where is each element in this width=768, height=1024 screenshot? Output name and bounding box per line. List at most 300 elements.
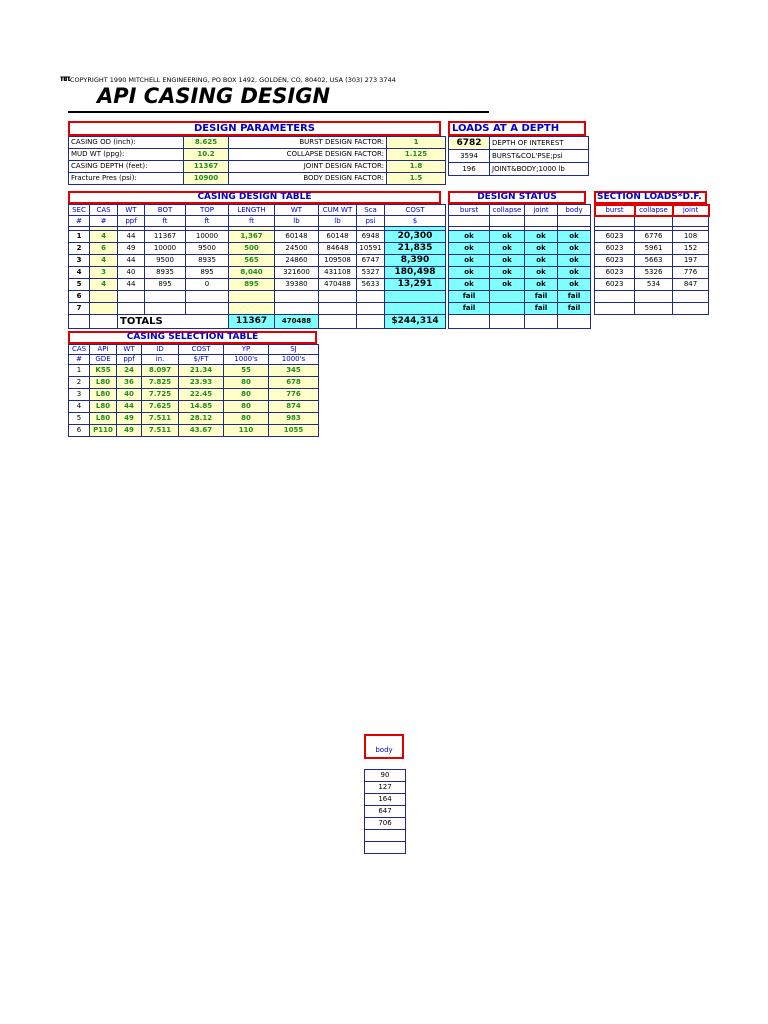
totals-cost: $244,314	[385, 315, 446, 329]
design-status-blank-row	[449, 216, 591, 227]
column-header: body	[558, 205, 591, 216]
factor-label: COLLAPSE DESIGN FACTOR:	[229, 149, 387, 161]
selection-input[interactable]: 110	[224, 425, 269, 437]
casing-selection-row	[69, 365, 319, 377]
column-header: YP	[224, 345, 269, 355]
casing-design-row	[69, 291, 446, 303]
column-header: CAS	[90, 205, 118, 216]
section-load-cell: 6023	[595, 243, 635, 255]
design-params-header	[68, 121, 441, 136]
loads-value: 196	[449, 163, 490, 176]
casing-number-input[interactable]	[90, 303, 118, 315]
casing-design-cell: 21,835	[385, 243, 446, 255]
casing-design-cell: 6747	[357, 255, 385, 267]
casing-design-cell: 44	[118, 231, 145, 243]
selection-input[interactable]: 40	[117, 389, 142, 401]
body-cell	[365, 842, 406, 854]
section-load-cell: 776	[673, 267, 709, 279]
design-param-row	[69, 173, 446, 185]
selection-input[interactable]: 983	[269, 413, 319, 425]
selection-input[interactable]: 80	[224, 413, 269, 425]
selection-index: 5	[69, 413, 90, 425]
casing-design-cell	[145, 291, 186, 303]
casing-selection-row	[69, 425, 319, 437]
casing-design-table	[68, 204, 446, 329]
casing-design-cell: 8,040	[229, 267, 275, 279]
selection-input[interactable]: 21.34	[179, 365, 224, 377]
body-row	[365, 830, 406, 842]
section-load-cell	[635, 291, 673, 303]
page-title: API CASING DESIGN	[97, 84, 331, 108]
factor-value[interactable]: 1	[387, 137, 446, 149]
casing-design-cell: 1	[69, 231, 90, 243]
column-header: WT	[118, 205, 145, 216]
column-unit: #	[90, 216, 118, 227]
column-header: SEC	[69, 205, 90, 216]
casing-design-header-row	[69, 205, 446, 216]
casing-design-cell: 10591	[357, 243, 385, 255]
body-cell: 127	[365, 782, 406, 794]
status-cell: ok	[525, 231, 558, 243]
selection-input[interactable]: 80	[224, 401, 269, 413]
column-unit: 1000's	[224, 355, 269, 365]
selection-input[interactable]: 22.45	[179, 389, 224, 401]
design-status-row	[449, 255, 591, 267]
design-status-row	[449, 231, 591, 243]
status-cell: ok	[490, 231, 525, 243]
factor-label: BURST DESIGN FACTOR:	[229, 137, 387, 149]
casing-design-row	[69, 303, 446, 315]
column-unit: ppf	[118, 216, 145, 227]
casing-number-input[interactable]	[90, 291, 118, 303]
casing-design-cell: 431108	[319, 267, 357, 279]
selection-index: 1	[69, 365, 90, 377]
blank-cell	[635, 216, 673, 227]
column-unit: GDE	[90, 355, 117, 365]
casing-selection-unit-row	[69, 355, 319, 365]
casing-design-cell: 9500	[186, 243, 229, 255]
design-status-row	[449, 267, 591, 279]
status-cell: ok	[558, 279, 591, 291]
casing-design-cell: 39380	[275, 279, 319, 291]
casing-design-cell	[118, 291, 145, 303]
status-cell: ok	[558, 267, 591, 279]
blank-cell	[595, 216, 635, 227]
blank-cell	[673, 216, 709, 227]
design-status-header-row	[449, 205, 591, 216]
selection-input[interactable]: 7.825	[142, 377, 179, 389]
selection-input[interactable]: 7.625	[142, 401, 179, 413]
column-unit: ft	[229, 216, 275, 227]
casing-design-cell: 1,367	[229, 231, 275, 243]
body-row	[365, 770, 406, 782]
blank-cell	[525, 216, 558, 227]
body-cell	[365, 830, 406, 842]
design-status-row	[449, 279, 591, 291]
selection-input[interactable]: 23.93	[179, 377, 224, 389]
status-cell: fail	[558, 291, 591, 303]
loads-table	[448, 136, 589, 176]
design-param-row	[69, 161, 446, 173]
casing-selection-table	[68, 344, 319, 437]
casing-design-row	[69, 231, 446, 243]
casing-design-cell	[357, 303, 385, 315]
selection-input[interactable]: 24	[117, 365, 142, 377]
casing-design-cell: 3	[69, 255, 90, 267]
design-params-title: DESIGN PARAMETERS	[193, 123, 316, 134]
design-param-row	[69, 137, 446, 149]
column-unit: $/FT	[179, 355, 224, 365]
casing-selection-header-row	[69, 345, 319, 355]
casing-design-cell: 5	[69, 279, 90, 291]
selection-input[interactable]: 345	[269, 365, 319, 377]
casing-design-cell: 40	[118, 267, 145, 279]
casing-design-header	[68, 191, 441, 204]
selection-input[interactable]: 776	[269, 389, 319, 401]
casing-design-cell: 9500	[145, 255, 186, 267]
design-param-row	[69, 149, 446, 161]
selection-input[interactable]: 36	[117, 377, 142, 389]
param-value[interactable]: 10900	[184, 173, 229, 185]
casing-design-cell: 44	[118, 279, 145, 291]
section-load-cell: 108	[673, 231, 709, 243]
section-loads-row	[595, 303, 709, 315]
status-cell	[490, 291, 525, 303]
column-header: BOT	[145, 205, 186, 216]
factor-value[interactable]: 1.125	[387, 149, 446, 161]
section-loads-title: SECTION LOADS*D.F.	[597, 192, 702, 202]
selection-input[interactable]: 14.85	[179, 401, 224, 413]
column-header: TOP	[186, 205, 229, 216]
blank-cell	[449, 315, 490, 329]
body-cell: 90	[365, 770, 406, 782]
status-cell: ok	[525, 243, 558, 255]
totals-spacer	[69, 315, 90, 329]
selection-input[interactable]: L80	[90, 389, 117, 401]
casing-design-cell: 11367	[145, 231, 186, 243]
casing-design-row	[69, 267, 446, 279]
selection-input[interactable]: L80	[90, 377, 117, 389]
casing-design-cell: 24860	[275, 255, 319, 267]
body-cell: 647	[365, 806, 406, 818]
section-load-cell: 6023	[595, 279, 635, 291]
column-header: LENGTH	[229, 205, 275, 216]
casing-design-cell: 6	[69, 291, 90, 303]
param-label: MUD WT (ppg):	[69, 149, 184, 161]
body-row	[365, 842, 406, 854]
body-row	[365, 806, 406, 818]
section-load-cell	[595, 291, 635, 303]
selection-input[interactable]: K55	[90, 365, 117, 377]
casing-design-cell: 6948	[357, 231, 385, 243]
status-cell: ok	[525, 255, 558, 267]
loads-value: 3594	[449, 150, 490, 163]
section-load-cell: 5961	[635, 243, 673, 255]
factor-value[interactable]: 1.8	[387, 161, 446, 173]
casing-design-cell: 49	[118, 243, 145, 255]
casing-design-cell: 8935	[186, 255, 229, 267]
section-loads-row	[595, 291, 709, 303]
param-label: CASING DEPTH (feet):	[69, 161, 184, 173]
column-header: SJ	[269, 345, 319, 355]
casing-design-cell: 24500	[275, 243, 319, 255]
selection-index: 4	[69, 401, 90, 413]
column-header: joint	[525, 205, 558, 216]
loads-label: JOINT&BODY;1000 lb	[490, 163, 589, 176]
design-params-table	[68, 136, 446, 185]
body-column-table	[364, 769, 406, 854]
design-status-table	[448, 204, 591, 329]
casing-design-cell: 20,300	[385, 231, 446, 243]
section-load-cell: 197	[673, 255, 709, 267]
casing-design-cell	[357, 291, 385, 303]
selection-input[interactable]: P110	[90, 425, 117, 437]
casing-design-row	[69, 255, 446, 267]
selection-input[interactable]: 678	[269, 377, 319, 389]
casing-design-cell	[186, 291, 229, 303]
param-value[interactable]: 8.625	[184, 137, 229, 149]
casing-design-cell: 60148	[319, 231, 357, 243]
section-load-cell: 5663	[635, 255, 673, 267]
selection-input[interactable]: 44	[117, 401, 142, 413]
design-status-row	[449, 291, 591, 303]
param-value[interactable]: 10.2	[184, 149, 229, 161]
column-unit: #	[69, 216, 90, 227]
selection-input[interactable]: 49	[117, 413, 142, 425]
casing-design-cell: 7	[69, 303, 90, 315]
column-unit: psi	[357, 216, 385, 227]
column-header: burst	[595, 205, 635, 216]
casing-design-cell	[229, 291, 275, 303]
selection-input[interactable]: 8.097	[142, 365, 179, 377]
casing-design-cell: 2	[69, 243, 90, 255]
casing-design-cell: 470488	[319, 279, 357, 291]
blank-cell	[490, 315, 525, 329]
status-cell: ok	[558, 255, 591, 267]
casing-selection-row	[69, 377, 319, 389]
casing-design-cell	[275, 303, 319, 315]
factor-value[interactable]: 1.5	[387, 173, 446, 185]
blank-cell	[525, 315, 558, 329]
casing-number-input[interactable]: 6	[90, 243, 118, 255]
design-status-row	[449, 303, 591, 315]
column-header: CUM WT	[319, 205, 357, 216]
selection-input[interactable]: 80	[224, 389, 269, 401]
logo: ππ	[60, 74, 69, 83]
status-cell: fail	[525, 291, 558, 303]
casing-number-input[interactable]: 4	[90, 279, 118, 291]
casing-design-cell	[385, 303, 446, 315]
casing-design-cell: 895	[186, 267, 229, 279]
section-loads-blank-row	[595, 216, 709, 227]
selection-input[interactable]: 55	[224, 365, 269, 377]
selection-input[interactable]: 28.12	[179, 413, 224, 425]
section-load-cell: 5326	[635, 267, 673, 279]
section-loads-row	[595, 267, 709, 279]
body-column-header	[364, 734, 404, 759]
section-load-cell: 152	[673, 243, 709, 255]
selection-index: 3	[69, 389, 90, 401]
casing-design-cell: 5633	[357, 279, 385, 291]
column-header: collapse	[635, 205, 673, 216]
section-load-cell: 6776	[635, 231, 673, 243]
selection-input[interactable]: 7.511	[142, 413, 179, 425]
loads-title: LOADS AT A DEPTH	[452, 123, 560, 134]
casing-design-cell	[319, 303, 357, 315]
casing-number-input[interactable]: 4	[90, 255, 118, 267]
blank-cell	[449, 216, 490, 227]
casing-design-cell	[118, 303, 145, 315]
selection-index: 6	[69, 425, 90, 437]
selection-input[interactable]: 874	[269, 401, 319, 413]
casing-selection-header	[68, 331, 317, 344]
design-status-row	[449, 243, 591, 255]
section-load-cell	[635, 303, 673, 315]
column-header: collapse	[490, 205, 525, 216]
casing-design-cell: 565	[229, 255, 275, 267]
column-header: WT	[117, 345, 142, 355]
status-cell: fail	[525, 303, 558, 315]
selection-input[interactable]: 7.511	[142, 425, 179, 437]
body-row	[365, 818, 406, 830]
section-load-cell	[673, 291, 709, 303]
selection-input[interactable]: 43.67	[179, 425, 224, 437]
section-load-cell: 847	[673, 279, 709, 291]
casing-design-cell: 44	[118, 255, 145, 267]
casing-number-input[interactable]: 3	[90, 267, 118, 279]
casing-design-cell	[275, 291, 319, 303]
body-cell: 706	[365, 818, 406, 830]
blank-cell	[490, 216, 525, 227]
status-cell: ok	[490, 267, 525, 279]
section-load-cell: 6023	[595, 267, 635, 279]
column-header: CAS	[69, 345, 90, 355]
section-loads-row	[595, 231, 709, 243]
casing-design-cell: 10000	[186, 231, 229, 243]
casing-design-cell: 8935	[145, 267, 186, 279]
status-cell: ok	[449, 243, 490, 255]
section-loads-row	[595, 243, 709, 255]
blank-cell	[558, 315, 591, 329]
totals-spacer	[319, 315, 357, 329]
casing-design-cell: 8,390	[385, 255, 446, 267]
section-load-cell	[595, 303, 635, 315]
design-status-header	[448, 191, 586, 204]
casing-selection-row	[69, 401, 319, 413]
section-loads-row	[595, 279, 709, 291]
column-unit: 1000's	[269, 355, 319, 365]
selection-input[interactable]: 1055	[269, 425, 319, 437]
totals-weight: 470488	[275, 315, 319, 329]
casing-design-cell: 84648	[319, 243, 357, 255]
casing-selection-row	[69, 389, 319, 401]
casing-design-cell	[145, 303, 186, 315]
selection-input[interactable]: 7.725	[142, 389, 179, 401]
casing-design-cell: 109508	[319, 255, 357, 267]
section-load-cell	[673, 303, 709, 315]
param-value[interactable]: 11367	[184, 161, 229, 173]
loads-row	[449, 163, 589, 176]
status-cell: fail	[558, 303, 591, 315]
factor-label: BODY DESIGN FACTOR:	[229, 173, 387, 185]
status-cell: ok	[558, 243, 591, 255]
column-header: joint	[673, 205, 709, 216]
title-underline	[68, 111, 489, 113]
selection-input[interactable]: 49	[117, 425, 142, 437]
casing-selection-row	[69, 413, 319, 425]
section-load-cell: 534	[635, 279, 673, 291]
casing-design-title: CASING DESIGN TABLE	[197, 192, 312, 202]
column-unit: in.	[142, 355, 179, 365]
casing-design-cell	[319, 291, 357, 303]
blank-cell	[558, 216, 591, 227]
loads-row	[449, 137, 589, 150]
loads-value[interactable]: 6782	[449, 137, 490, 150]
casing-design-cell: 180,498	[385, 267, 446, 279]
casing-design-unit-row	[69, 216, 446, 227]
totals-spacer	[90, 315, 118, 329]
loads-row	[449, 150, 589, 163]
casing-design-cell: 895	[145, 279, 186, 291]
column-header: COST	[385, 205, 446, 216]
status-cell: ok	[449, 231, 490, 243]
section-loads-header-row	[595, 205, 709, 216]
section-loads-row	[595, 255, 709, 267]
design-status-title: DESIGN STATUS	[477, 192, 557, 202]
column-header: ID	[142, 345, 179, 355]
column-unit: lb	[275, 216, 319, 227]
param-label: Fracture Pres (psi):	[69, 173, 184, 185]
section-loads-header	[594, 191, 707, 204]
selection-input[interactable]: L80	[90, 413, 117, 425]
design-status-footer-row	[449, 315, 591, 329]
totals-spacer	[357, 315, 385, 329]
column-unit: lb	[319, 216, 357, 227]
column-unit: $	[385, 216, 446, 227]
casing-design-cell: 4	[69, 267, 90, 279]
casing-design-cell	[186, 303, 229, 315]
casing-design-cell: 895	[229, 279, 275, 291]
status-cell: fail	[449, 303, 490, 315]
column-header: COST	[179, 345, 224, 355]
casing-design-row	[69, 243, 446, 255]
casing-design-cell	[229, 303, 275, 315]
casing-number-input[interactable]: 4	[90, 231, 118, 243]
status-cell: ok	[525, 267, 558, 279]
column-header: Sca	[357, 205, 385, 216]
section-loads-table	[594, 204, 709, 315]
casing-design-cell: 0	[186, 279, 229, 291]
status-cell: ok	[490, 243, 525, 255]
column-header: API	[90, 345, 117, 355]
loads-label: DEPTH OF INTEREST	[490, 137, 589, 150]
body-row	[365, 794, 406, 806]
casing-design-cell: 500	[229, 243, 275, 255]
status-cell: ok	[558, 231, 591, 243]
body-cell: 164	[365, 794, 406, 806]
column-header: burst	[449, 205, 490, 216]
status-cell: ok	[449, 267, 490, 279]
copyright-text: COPYRIGHT 1990 MITCHELL ENGINEERING, PO BOX 1492, GOLDEN, CO, 80402, USA (303) 273 3744	[70, 76, 396, 84]
selection-input[interactable]: 80	[224, 377, 269, 389]
factor-label: JOINT DESIGN FACTOR:	[229, 161, 387, 173]
loads-label: BURST&COL'PSE;psi	[490, 150, 589, 163]
status-cell: ok	[490, 255, 525, 267]
section-load-cell: 6023	[595, 255, 635, 267]
status-cell	[490, 303, 525, 315]
column-unit: ppf	[117, 355, 142, 365]
selection-input[interactable]: L80	[90, 401, 117, 413]
